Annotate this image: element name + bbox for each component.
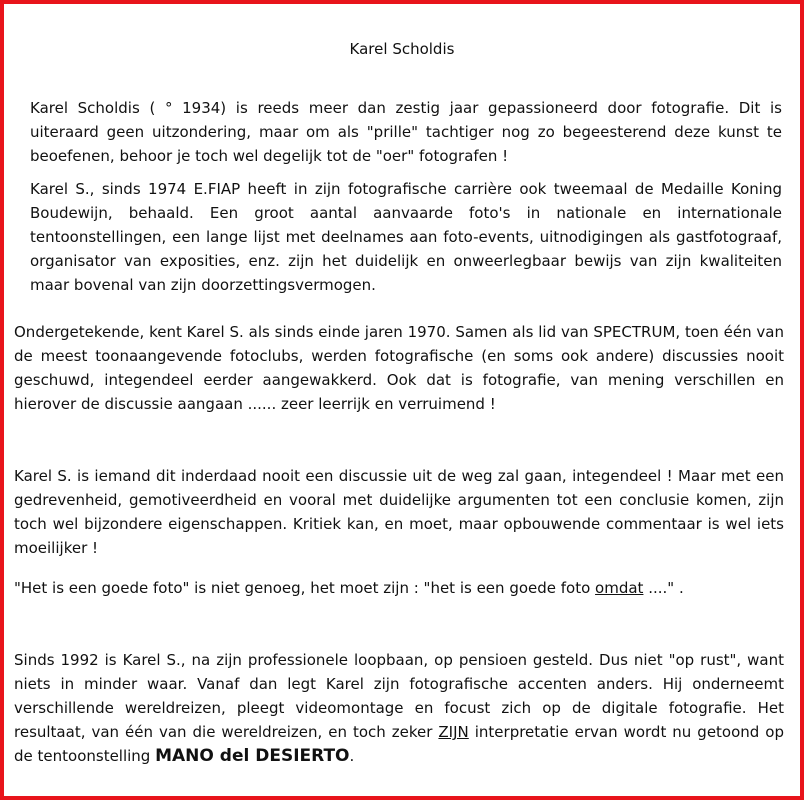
paragraph-spectrum: Ondergetekende, kent Karel S. als sinds einde jaren 1970. Samen als lid van SPECTRUM, toen één van de meest toonaangevende fotoclubs, werden fotografische (en soms ook andere) discussies nooit geschuwd, integendeel eerder aangewakkerd. Ook dat is fotografie, van mening verschillen en hierover de discussie aangaan ...... zeer leerrijk en verruimend ! [14,323,784,413]
paragraph-retirement [14,648,784,768]
retirement-underlined-word: ZIJN [438,723,469,741]
quote-text-start: "Het is een goede foto" is niet genoeg, het moet zijn : "het is een goede foto [14,579,596,597]
retirement-text-end: . [349,747,355,765]
paragraph-quote [14,576,784,600]
paragraph-discussion: Karel S. is iemand dit inderdaad nooit een discussie uit de weg zal gaan, integendeel ! Maar met een gedrevenheid, gemotiveerdheid en vooral met duidelijke argumenten tot een conclusie komen, zijn toch wel bijzondere eigenschappen. Kritiek kan, en moet, maar opbouwende commentaar is wel iets moeilijker ! [14,467,784,557]
retirement-text-start: Sinds 1992 is Karel S., na zijn professionele loopbaan, op pensioen gesteld. Dus niet "op rust", want niets in minder waar. Vanaf dan legt Karel zijn fotografische accenten anders. Hij onderneemt verschillende wereldreizen, pleegt videomontage en focust zich op de digitale fotografie. Het resultaat, van één van die wereldreizen, en toch zeker [14,651,784,741]
quote-underlined-word: omdat [595,579,644,597]
paragraph-intro: Karel Scholdis ( ° 1934) is reeds meer dan zestig jaar gepassioneerd door fotografie. Dit is uiteraard geen uitzondering, maar om als "prille" tachtiger nog zo begeesterend deze kunst te beoefenen, behoor je toch wel degelijk tot de "oer" fotografen ! [30,99,782,165]
quote-text-end: ...." . [643,579,684,597]
document-title: Karel Scholdis [349,40,455,58]
paragraph-career: Karel S., sinds 1974 E.FIAP heeft in zijn fotografische carrière ook tweemaal de Medaille Koning Boudewijn, behaald. Een groot aantal aanvaarde foto's in nationale en internationale tentoonstellingen, een lange lijst met deelnames aan foto-events, uitnodigingen als gastfotograaf, organisator van exposities, enz. zijn het duidelijk en onweerlegbaar bewijs van zijn kwaliteiten maar bovenal van zijn doorzettingsvermogen. [30,180,782,294]
exhibition-name: MANO del DESIERTO [155,746,350,766]
retirement-text-middle: interpretatie ervan wordt nu getoond op de tentoonstelling [14,723,784,765]
